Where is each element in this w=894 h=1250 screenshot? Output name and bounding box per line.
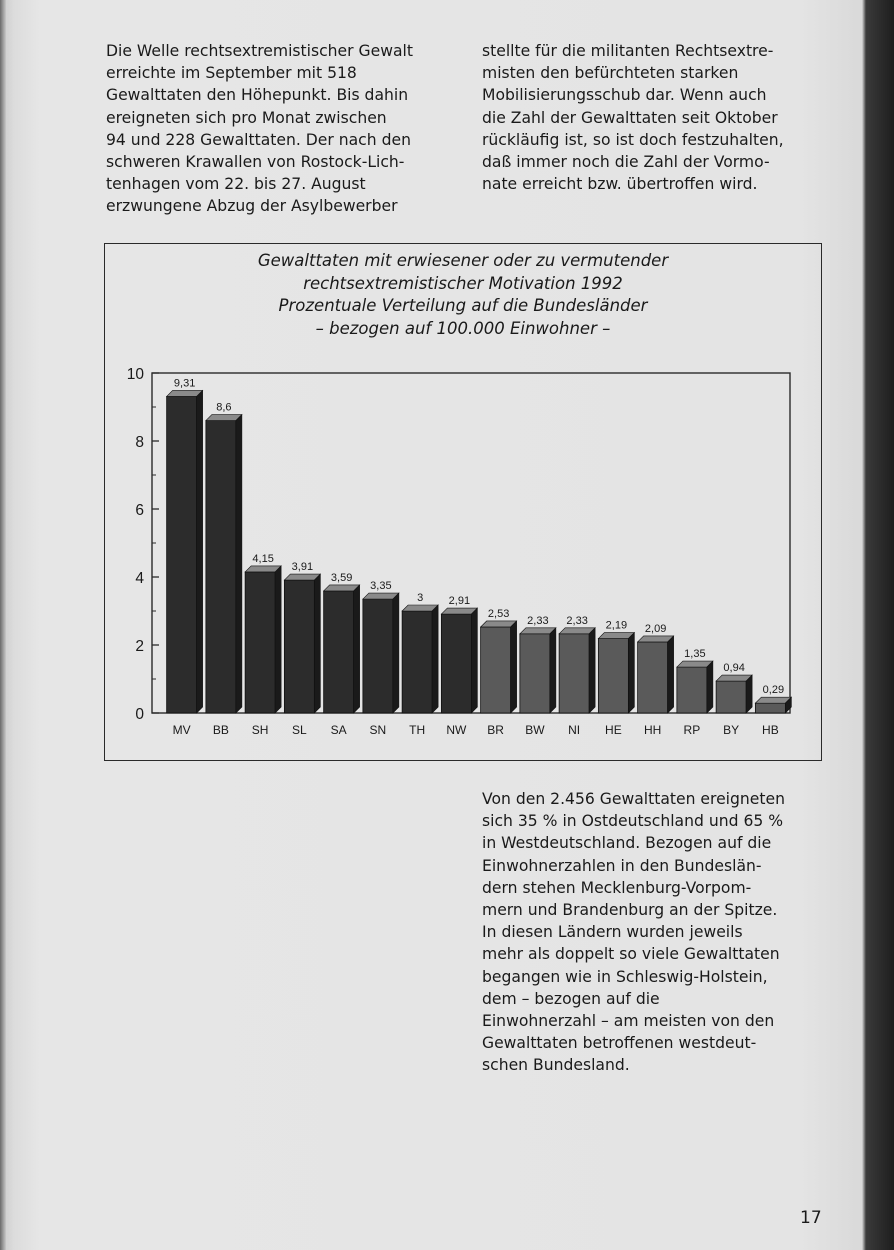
bar-side bbox=[275, 566, 281, 713]
text-line: dern stehen Mecklenburg-Vorpom- bbox=[482, 878, 752, 897]
x-tick-label: SH bbox=[251, 723, 269, 737]
text-line: stellte für die militanten Rechtsextre- bbox=[482, 42, 774, 60]
bar bbox=[755, 703, 785, 713]
x-tick-label: SA bbox=[330, 723, 347, 737]
chart-title-line: Gewalttaten mit erwiesener oder zu vermutender bbox=[257, 251, 669, 270]
chart-title-line: Prozentuale Verteilung auf die Bundesländer bbox=[278, 296, 648, 315]
text-line: erzwungene Abzug der Asylbewerber bbox=[106, 197, 398, 216]
bar-side bbox=[314, 574, 320, 713]
x-tick-label: BW bbox=[525, 723, 545, 737]
bar-value-label: 2,09 bbox=[644, 622, 667, 635]
y-tick-label: 6 bbox=[135, 502, 144, 519]
x-tick-label: BB bbox=[212, 723, 229, 737]
bar-side bbox=[511, 621, 517, 713]
bar-value-label: 0,94 bbox=[723, 662, 745, 675]
bar-side bbox=[471, 608, 477, 713]
x-tick-label: HB bbox=[762, 723, 779, 737]
x-tick-label: BY bbox=[723, 723, 740, 737]
text-line: Gewalttaten betroffenen westdeut- bbox=[482, 1034, 757, 1053]
bar-side bbox=[628, 633, 634, 713]
x-tick-label: BR bbox=[487, 723, 504, 737]
text-line: misten den befürchteten starken bbox=[482, 64, 739, 83]
chart-title-line: – bezogen auf 100.000 Einwohner – bbox=[315, 318, 611, 338]
y-tick-label: 10 bbox=[126, 366, 144, 383]
bar bbox=[481, 627, 511, 713]
bar-side bbox=[589, 628, 595, 713]
bar bbox=[245, 572, 275, 713]
bar-side bbox=[197, 390, 203, 713]
bar bbox=[520, 634, 550, 713]
bar-value-label: 2,53 bbox=[487, 607, 510, 620]
bar-value-label: 3,59 bbox=[330, 571, 353, 584]
text-line: Mobilisierungsschub dar. Wenn auch bbox=[482, 86, 767, 105]
text-line: Die Welle rechtsextremistischer Gewalt bbox=[106, 42, 413, 60]
bar bbox=[324, 591, 354, 713]
bar-value-label: 3,35 bbox=[370, 580, 392, 593]
x-tick-label: TH bbox=[409, 723, 426, 737]
text-line: Einwohnerzahl – am meisten von den bbox=[482, 1012, 775, 1031]
x-tick-label: MV bbox=[172, 723, 191, 737]
bar-value-label: 2,33 bbox=[566, 614, 588, 627]
bar bbox=[441, 614, 471, 713]
bar-value-label: 1,35 bbox=[684, 648, 706, 661]
bar-value-label: 3,91 bbox=[291, 561, 314, 574]
bar-value-label: 8,6 bbox=[216, 401, 232, 414]
x-tick-label: HE bbox=[605, 723, 622, 737]
bar-side bbox=[432, 605, 438, 713]
text-line: erreichte im September mit 518 bbox=[106, 64, 357, 83]
bar-side bbox=[354, 585, 360, 713]
bar-value-label: 9,31 bbox=[173, 377, 196, 390]
text-line: nate erreicht bzw. übertroffen wird. bbox=[482, 175, 758, 194]
text-line: dem – bezogen auf die bbox=[482, 989, 660, 1008]
text-line: begangen wie in Schleswig-Holstein, bbox=[482, 967, 768, 986]
y-tick-label: 8 bbox=[135, 434, 144, 451]
bar-side bbox=[746, 675, 752, 713]
bar bbox=[559, 634, 589, 713]
text-line: 94 und 228 Gewalttaten. Der nach den bbox=[106, 130, 411, 149]
bar-side bbox=[668, 636, 674, 713]
x-tick-label: SL bbox=[292, 723, 307, 737]
bar bbox=[598, 639, 628, 713]
x-tick-label: NI bbox=[568, 723, 581, 737]
bar bbox=[363, 599, 393, 713]
text-line: In diesen Ländern wurden jeweils bbox=[482, 923, 743, 942]
text-column-bottom bbox=[482, 788, 832, 1077]
text-line: Von den 2.456 Gewalttaten ereigneten bbox=[482, 790, 785, 808]
bar bbox=[284, 580, 314, 713]
bar-side bbox=[550, 628, 556, 713]
bar-value-label: 0,29 bbox=[762, 684, 785, 697]
text-line: mern und Brandenburg an der Spitze. bbox=[482, 901, 778, 920]
bar bbox=[167, 396, 197, 713]
bar-side bbox=[393, 593, 399, 713]
text-line: daß immer noch die Zahl der Vormo- bbox=[482, 153, 770, 172]
text-line: sich 35 % in Ostdeutschland und 65 % bbox=[482, 812, 784, 831]
bar-value-label: 2,19 bbox=[605, 619, 628, 632]
text-line: in Westdeutschland. Bezogen auf die bbox=[482, 834, 772, 853]
bar bbox=[206, 421, 236, 713]
page-number: 17 bbox=[800, 1208, 822, 1228]
bar-value-label: 3 bbox=[417, 592, 424, 604]
bar-value-label: 2,91 bbox=[448, 595, 471, 608]
x-tick-label: HH bbox=[643, 723, 662, 737]
text-line: schweren Krawallen von Rostock-Lich- bbox=[106, 153, 405, 172]
bar bbox=[638, 642, 668, 713]
bar-side bbox=[707, 661, 713, 713]
text-line: Gewalttaten den Höhepunkt. Bis dahin bbox=[106, 86, 409, 105]
bar bbox=[716, 681, 746, 713]
x-tick-label: NW bbox=[446, 723, 467, 737]
bar bbox=[402, 611, 432, 713]
text-line: schen Bundesland. bbox=[482, 1056, 630, 1075]
y-tick-label: 4 bbox=[135, 570, 144, 587]
bar-value-label: 4,15 bbox=[252, 552, 274, 565]
y-tick-label: 0 bbox=[135, 706, 144, 723]
text-line: mehr als doppelt so viele Gewalttaten bbox=[482, 945, 780, 964]
text-line: die Zahl der Gewalttaten seit Oktober bbox=[482, 108, 778, 127]
bar-value-label: 2,33 bbox=[527, 614, 549, 627]
x-tick-label: RP bbox=[683, 723, 701, 737]
y-tick-label: 2 bbox=[135, 638, 144, 655]
text-line: rückläufig ist, so ist doch festzuhalten, bbox=[482, 130, 784, 149]
bar bbox=[677, 667, 707, 713]
text-line: Einwohnerzahlen in den Bundeslän- bbox=[482, 856, 762, 875]
text-line: tenhagen vom 22. bis 27. August bbox=[106, 175, 366, 194]
x-tick-label: SN bbox=[369, 723, 387, 737]
text-line: ereigneten sich pro Monat zwischen bbox=[106, 108, 387, 127]
bar-side bbox=[236, 415, 242, 713]
chart-title-line: rechtsextremistischer Motivation 1992 bbox=[303, 273, 623, 293]
